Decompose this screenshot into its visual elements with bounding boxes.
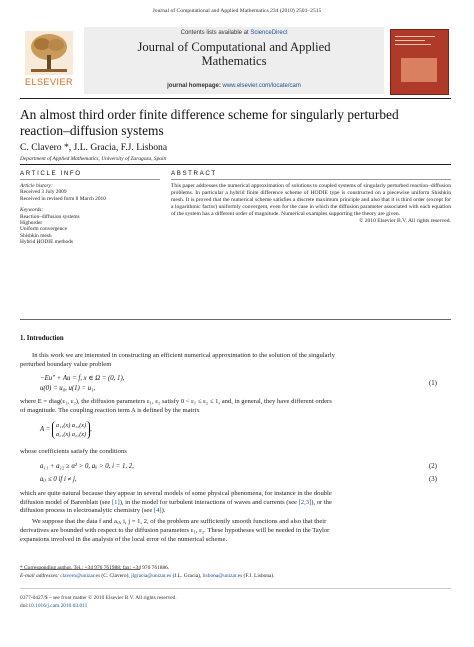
cover-stripe <box>395 40 425 41</box>
article-title-line-2: reaction–diffusion systems <box>20 122 164 138</box>
text-span: diffusion process in electroanalytic chemistry (see <box>20 507 154 515</box>
email-label: E-mail addresses: <box>20 573 61 579</box>
matrix-tail: , <box>90 426 92 433</box>
keyword: Highorder <box>20 220 43 227</box>
running-head: Journal of Computational and Applied Mathematics 234 (2010) 2501–2515 <box>152 8 322 14</box>
history-label: Article history: <box>20 183 53 189</box>
journal-masthead <box>20 27 451 94</box>
doi-prefix: doi: <box>20 603 29 609</box>
abstract-body <box>171 183 451 224</box>
keyword: Reaction–diffusion systems <box>20 213 80 220</box>
elsevier-logo <box>20 27 78 94</box>
matrix-lhs: A = <box>40 426 51 433</box>
journal-title-line-2: Mathematics <box>201 54 267 68</box>
article-title-line-1: An almost third order finite difference scheme for singularly perturbed <box>20 107 399 122</box>
homepage-link[interactable]: www.elsevier.com/locate/cam <box>222 83 301 89</box>
received-date: Received 3 July 2009 <box>20 189 67 196</box>
keyword: Uniform convergence <box>20 226 68 233</box>
email-owner: (J.L. Gracia), <box>171 573 203 579</box>
matrix-row: a₂₁(x) a₂₂(x) <box>56 431 87 438</box>
equation-number-2: (2) <box>429 463 437 470</box>
abstract-rule <box>171 179 451 180</box>
journal-cover-thumbnail <box>390 29 449 95</box>
title-rule <box>20 164 451 165</box>
article-info-panel <box>20 183 160 246</box>
equation-line: u(0) = u₀, u(1) = u₁, <box>40 385 96 392</box>
affiliation: Department of Applied Mathematics, University of Zaragoza, Spain <box>20 156 167 162</box>
journal-title <box>84 40 384 68</box>
intro-paragraph-1 <box>32 352 440 361</box>
email-owner: (F.J. Lisbona). <box>242 573 275 579</box>
text-line: perturbed boundary value problem <box>20 361 112 368</box>
equation-line: −Eu″ + Au = f, x ∈ Ω = (0, 1), <box>40 375 125 382</box>
text-span: ), or the <box>311 498 332 506</box>
equation-number-3: (3) <box>429 476 437 483</box>
contents-line <box>84 30 384 36</box>
footnote-corresponding-author: * Corresponding author. Tel.: +34 976 761988; fax: +34 976 761886. <box>20 565 170 571</box>
equation-2: a₁₁ + a₁₂ ≥ α² > 0, aᵢᵢ > 0, i = 1, 2, <box>40 463 134 470</box>
intro-paragraph-5 <box>32 518 440 527</box>
contents-prefix: Contents lists available at <box>180 30 251 36</box>
doi-line <box>20 603 87 609</box>
section-heading-introduction: 1. Introduction <box>20 335 64 342</box>
article-info-heading: ARTICLE INFO <box>20 170 82 177</box>
footnote-emails <box>20 573 275 580</box>
cover-image <box>401 58 437 82</box>
journal-title-line-1: Journal of Computational and Applied <box>137 40 331 54</box>
journal-band <box>84 27 384 94</box>
email-link[interactable]: clavero@unizar.es <box>60 573 101 579</box>
text-line: expansions involved in the analysis of the local error of the numerical scheme. <box>20 535 228 543</box>
email-link[interactable]: lisbona@unizar.es <box>202 573 243 579</box>
keyword: Hybrid HODIE methods <box>20 239 74 246</box>
elsevier-wordmark: ELSEVIER <box>24 77 74 87</box>
text-line: where E = diag(ε₁, ε₂), the diffusion parameters ε₁, ε₂ satisfy 0 < ε₁ ≤ ε₂ ≤ 1, and, in general, they have different orders <box>20 398 332 405</box>
elsevier-tree-icon <box>25 31 73 75</box>
abstract-text: This paper addresses the numerical approximation of solutions to coupled systems of singularly perturbed reaction–diffusion problems. In particular a hybrid finite difference scheme of HODIE type is constructed on a piecewise uniform Shishkin mesh. It is proved that the numerical scheme satisfies a discrete maximum principle and also that it is third order (except for a logarithmic factor) uniformly convergent, even for the case in which the diffusion parameter associated with each equation of the system has a different order of magnitude. Numerical examples supporting the theory are given. <box>171 183 451 217</box>
intro-paragraph-5-cont <box>20 527 440 544</box>
imprint-rule <box>20 588 451 589</box>
equation-1 <box>40 374 124 394</box>
email-owner: (C. Clavero), <box>100 573 132 579</box>
journal-homepage <box>84 83 384 89</box>
text-line: of magnitude. The coupling reaction term A is defined by the matrix <box>20 406 200 414</box>
citation-link[interactable]: [1] <box>111 498 120 506</box>
citation-link[interactable]: [2,3] <box>298 498 312 506</box>
text-line: We suppose that the data f and aᵢⱼ, i, j = 1, 2, of the problem are sufficiently smooth functions and also that their <box>32 518 327 525</box>
cover-stripe <box>395 36 435 37</box>
intro-paragraph-1-cont <box>20 361 440 370</box>
text-line <box>20 507 440 516</box>
keywords-label: Keywords: <box>20 207 44 214</box>
intro-paragraph-2 <box>20 398 440 415</box>
matrix-body <box>52 421 90 439</box>
email-link[interactable]: jlgracia@unizar.es <box>131 573 172 579</box>
equation-number-1: (1) <box>429 380 437 387</box>
homepage-prefix: journal homepage: <box>167 83 223 89</box>
text-line: whose coefficients satisfy the conditions <box>20 448 127 455</box>
text-line: In this work we are interested in constructing an efficient numerical approximation to the solution of the singularly <box>32 352 335 359</box>
citation-link[interactable]: [4] <box>153 507 162 515</box>
text-span: diffusion model of Barenblatt (see <box>20 498 112 506</box>
abstract-bottom-rule <box>20 319 451 320</box>
keyword: Shishkin mesh <box>20 232 52 239</box>
article-info-rule <box>20 179 160 180</box>
text-line: which are quite natural because they appear in several models of some physical phenomena, for instance in the double <box>20 490 332 497</box>
text-span: ), in the model for turbulent interactions of waves and currents (see <box>119 498 299 506</box>
issn-line: 0377-0427/$ – see front matter © 2010 Elsevier B.V. All rights reserved. <box>20 595 177 601</box>
article-title <box>20 107 460 138</box>
intro-paragraph-4 <box>20 490 440 516</box>
intro-paragraph-3 <box>20 448 440 457</box>
text-line <box>20 499 440 508</box>
abstract-heading: ABSTRACT <box>171 170 217 177</box>
cover-stripe <box>395 44 431 45</box>
author-list: C. Clavero *, J.L. Gracia, F.J. Lisbona <box>20 142 168 153</box>
header-rule <box>20 98 451 99</box>
doi-link[interactable]: 10.1016/j.cam.2010.03.011 <box>28 603 88 609</box>
revised-date: Received in revised form 8 March 2010 <box>20 195 106 202</box>
matrix-definition <box>40 421 92 439</box>
text-span: ). <box>161 507 166 515</box>
abstract-copyright: © 2010 Elsevier B.V. All rights reserved. <box>359 217 451 224</box>
equation-3: aᵢⱼ ≤ 0 if i ≠ j, <box>40 476 77 483</box>
sciencedirect-link[interactable]: ScienceDirect <box>250 30 288 36</box>
matrix-row: a₁₁(x) a₁₂(x) <box>56 422 87 429</box>
text-line: derivatives are bounded with respect to the diffusion parameters ε₁, ε₂. These hypotheses will be needed in the Taylor <box>20 527 330 534</box>
